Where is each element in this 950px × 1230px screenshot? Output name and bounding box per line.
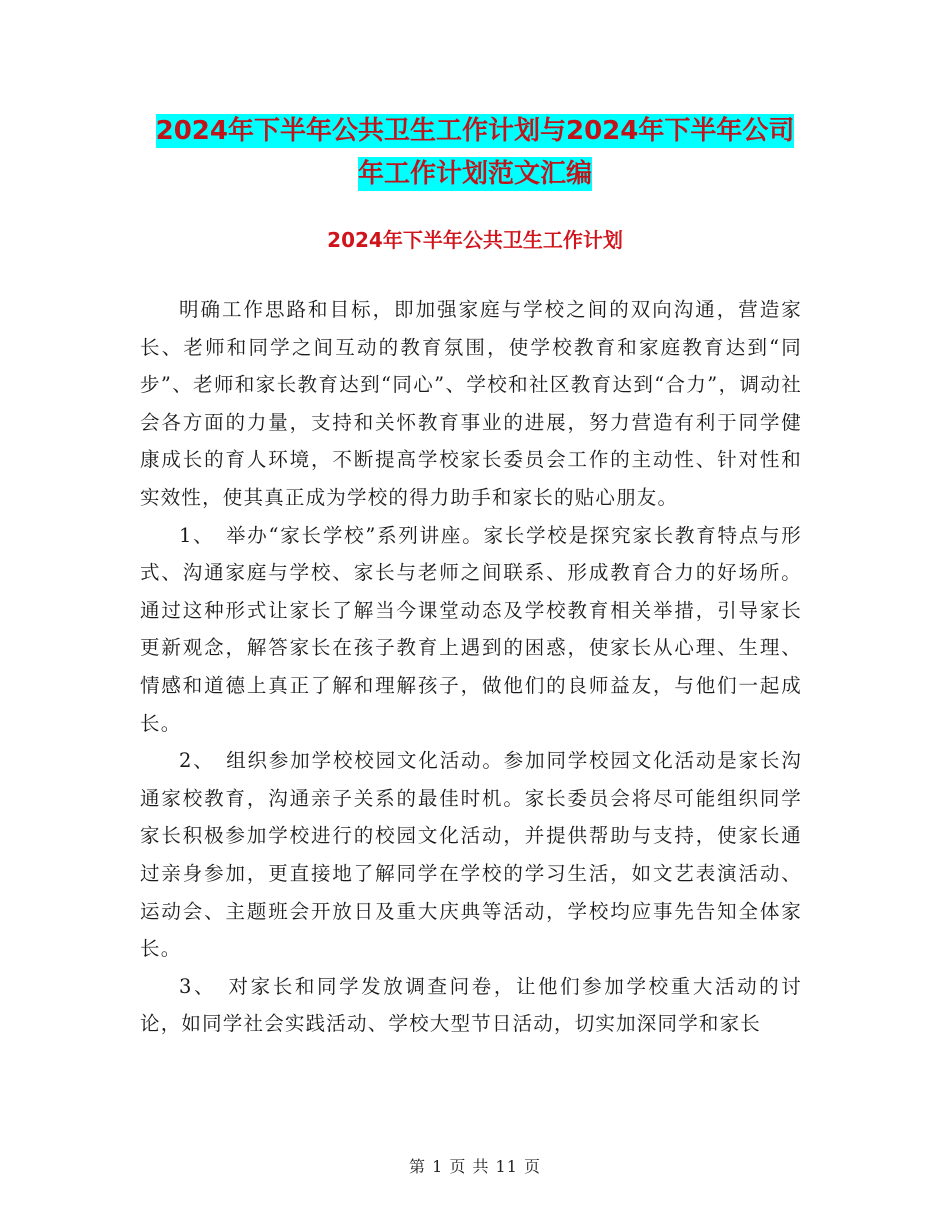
paragraph-item-1: 1、 举办“家长学校”系列讲座。家长学校是探究家长教育特点与形式、沟通家庭与学校、家长与老师之间联系、形成教育合力的好场所。通过这种形式让家长了解当今课堂动态及学校教育相关举措，引导家长更新观念，解答家长在孩子教育上遇到的困惑，使家长从心理、生理、情感和道德上真正了解和理解孩子，做他们的良师益友，与他们一起成长。: [140, 523, 802, 735]
body-text: [140, 291, 802, 1043]
page-footer: 第 1 页 共 11 页: [409, 1157, 541, 1176]
paragraph-item-3: 3、 对家长和同学发放调查问卷，让他们参加学校重大活动的讨论，如同学社会实践活动、学校大型节日活动，切实加深同学和家长: [140, 974, 802, 1036]
document-title-line-1: [0, 114, 950, 148]
title-highlight: 2024年下半年公共卫生工作计划与2024年下半年公司: [155, 116, 795, 146]
title-highlight: 年工作计划范文汇编: [357, 159, 592, 189]
paragraph-item-2: 2、 组织参加学校校园文化活动。参加同学校园文化活动是家长沟通家校教育，沟通亲子关系的最佳时机。家长委员会将尽可能组织同学家长积极参加学校进行的校园文化活动，并提供帮助与支持，使家长通过亲身参加，更直接地了解同学在学校的学习生活，如文艺表演活动、运动会、主题班会开放日及重大庆典等活动，学校均应事先告知全体家长。: [140, 749, 802, 961]
document-title-line-2: [0, 157, 950, 191]
section-heading: 2024年下半年公共卫生工作计划: [327, 228, 623, 252]
paragraph-intro: 明确工作思路和目标，即加强家庭与学校之间的双向沟通，营造家长、老师和同学之间互动的教育氛围，使学校教育和家庭教育达到“同步”、老师和家长教育达到“同心”、学校和社区教育达到“合力”，调动社会各方面的力量，支持和关怀教育事业的进展，努力营造有利于同学健康成长的育人环境，不断提高学校家长委员会工作的主动性、针对性和实效性，使其真正成为学校的得力助手和家长的贴心朋友。: [140, 298, 802, 509]
